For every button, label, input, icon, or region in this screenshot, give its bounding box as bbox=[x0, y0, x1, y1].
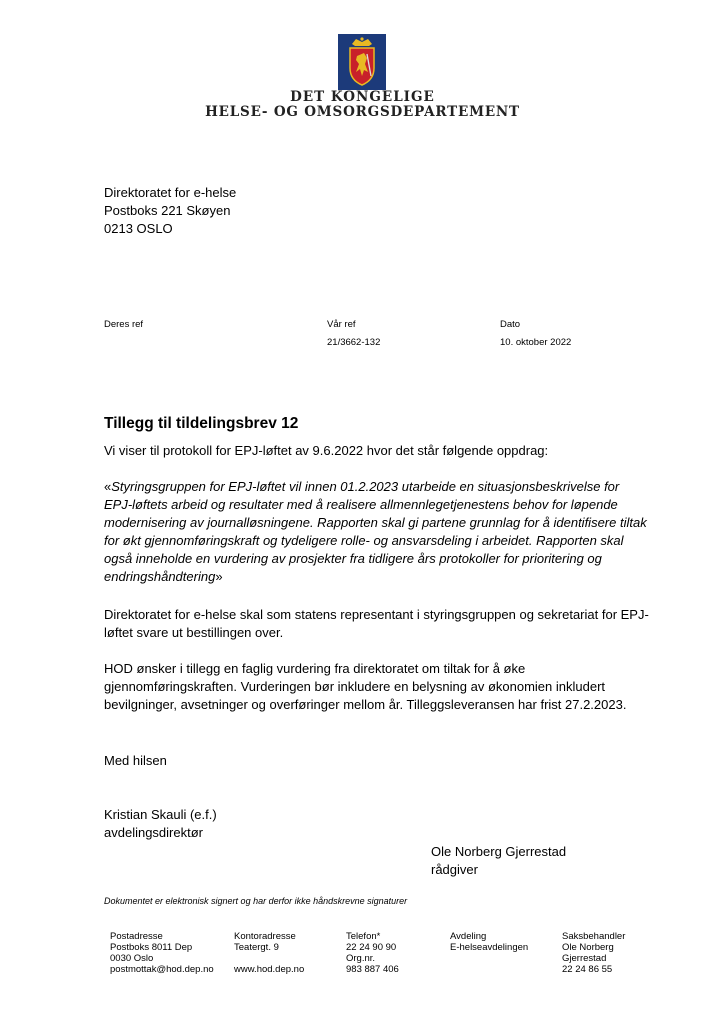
footer-value: Org.nr. bbox=[346, 953, 376, 964]
quote-close-mark: » bbox=[215, 569, 223, 584]
date-value: 10. oktober 2022 bbox=[500, 337, 572, 348]
footer-value: E-helseavdelingen bbox=[450, 942, 529, 953]
footer-website: www.hod.dep.no bbox=[234, 964, 305, 975]
quote-open-mark: « bbox=[104, 479, 112, 494]
signer-2-name: Ole Norberg Gjerrestad bbox=[431, 844, 567, 859]
footer-email: postmottak@hod.dep.no bbox=[110, 964, 214, 975]
quote-text: Styringsgruppen for EPJ-løftet vil innen 01.2.2023 utarbeide en situasjonsbeskrivelse for EPJ-løftets arbeid og resultater med å realisere allmennlegetjenestens behov for løpende modernisering av journalløsningene. Rapporten skal gi partene grunnlag for å identifisere tiltak for økt gjennomføringskraft og tydeligere rolle- og ansvarsdeling i arbeidet. Rapporten skal også inneholde en vurdering av prosjekter fra tidligere års protokoller for prioritering og endringshåndtering bbox=[104, 479, 647, 584]
footer-label: Telefon* bbox=[346, 931, 381, 942]
footer-value: Ole Norberg bbox=[562, 942, 614, 953]
recipient-city: 0213 OSLO bbox=[104, 221, 173, 236]
paragraph-3: HOD ønsker i tillegg en faglig vurdering fra direktoratet om tiltak for å øke gjennomføringskraften. Vurderingen bør inkludere en belysning av økonomien inkludert bevilgninger, avsetninger og overføringer mellom år. Tilleggsleveransen har frist 27.2.2023. bbox=[104, 661, 627, 712]
footer-value: 22 24 86 55 bbox=[562, 964, 613, 975]
footer-saksbehandler bbox=[562, 931, 625, 975]
footer-value: Gjerrestad bbox=[562, 953, 607, 964]
ministry-name-line1: DET KONGELIGE bbox=[290, 89, 435, 105]
quote-paragraph bbox=[104, 478, 649, 586]
footer-kontoradresse bbox=[234, 931, 304, 975]
footer-label: Kontoradresse bbox=[234, 931, 296, 942]
date-label: Dato bbox=[500, 319, 521, 330]
footer-value: 983 887 406 bbox=[346, 964, 399, 975]
footer-telefon bbox=[346, 931, 399, 975]
intro-paragraph: Vi viser til protokoll for EPJ-løftet av 9.6.2022 hvor det står følgende oppdrag: bbox=[104, 443, 549, 458]
paragraph-2: Direktoratet for e-helse skal som statens representant i styringsgruppen og sekretariat for EPJ-løftet svare ut bestillingen over. bbox=[104, 607, 649, 640]
signer-1-title: avdelingsdirektør bbox=[104, 825, 203, 840]
var-ref-label: Vår ref bbox=[327, 319, 356, 330]
footer-postadresse bbox=[110, 931, 214, 975]
signer-1 bbox=[104, 806, 217, 842]
footer-value: Postboks 8011 Dep bbox=[110, 942, 193, 953]
coat-of-arms-logo bbox=[338, 34, 386, 90]
signer-1-name: Kristian Skauli (e.f.) bbox=[104, 807, 217, 822]
closing-greeting: Med hilsen bbox=[104, 753, 167, 768]
footer-label: Postadresse bbox=[110, 931, 163, 942]
signer-2 bbox=[431, 843, 566, 879]
var-ref-value: 21/3662-132 bbox=[327, 337, 381, 348]
footer-value: Teatergt. 9 bbox=[234, 942, 279, 953]
electronic-signature-notice: Dokumentet er elektronisk signert og har derfor ikke håndskrevne signaturer bbox=[104, 896, 408, 906]
signer-2-title: rådgiver bbox=[431, 862, 478, 877]
letter-title: Tillegg til tildelingsbrev 12 bbox=[104, 415, 299, 432]
footer-value: 22 24 90 90 bbox=[346, 942, 397, 953]
recipient-address bbox=[104, 184, 236, 238]
footer-label: Saksbehandler bbox=[562, 931, 626, 942]
footer-value: 0030 Oslo bbox=[110, 953, 154, 964]
recipient-name: Direktoratet for e-helse bbox=[104, 185, 237, 200]
footer-avdeling bbox=[450, 931, 528, 953]
recipient-street: Postboks 221 Skøyen bbox=[104, 203, 231, 218]
deres-ref-label: Deres ref bbox=[104, 319, 144, 330]
footer-label: Avdeling bbox=[450, 931, 487, 942]
ministry-name-line2: HELSE- OG OMSORGSDEPARTEMENT bbox=[205, 104, 520, 120]
